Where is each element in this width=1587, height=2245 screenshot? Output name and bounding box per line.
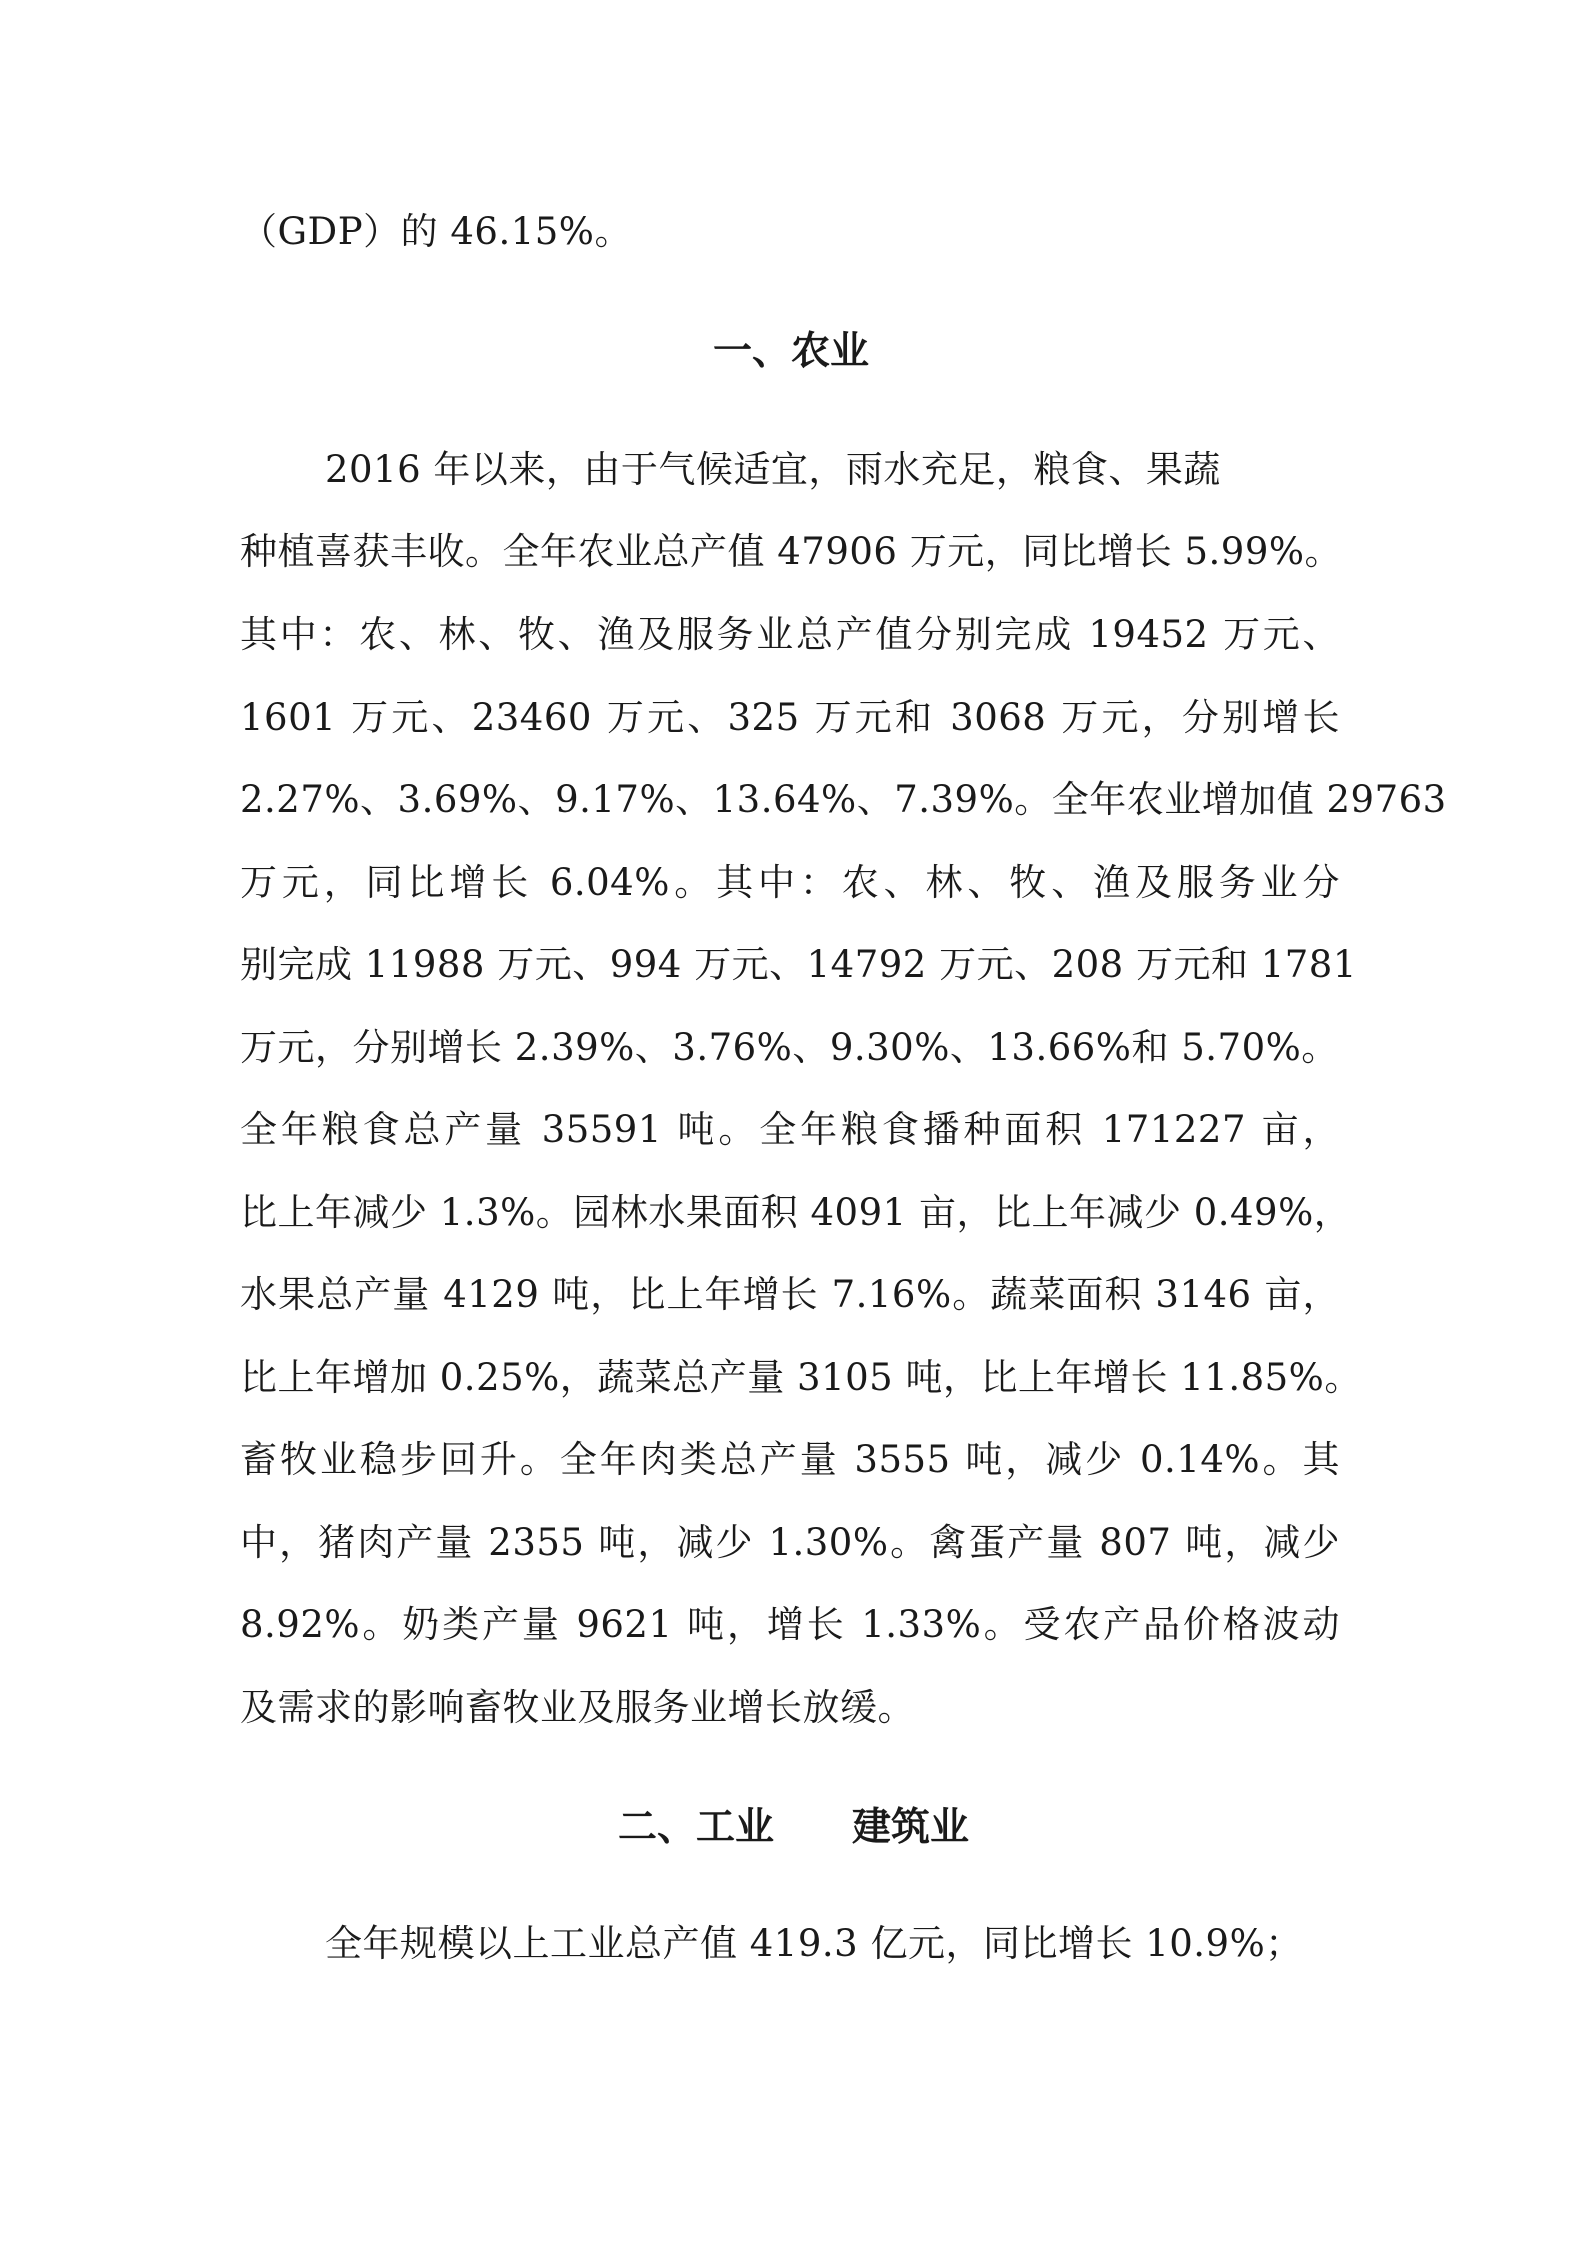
paragraph-line: 全年粮食总产量 35591 吨。全年粮食播种面积 171227 亩，	[240, 1108, 1340, 1151]
paragraph-line: 8.92%。奶类产量 9621 吨，增长 1.33%。受农产品价格波动	[240, 1603, 1340, 1646]
paragraph-line: 万元，分别增长 2.39%、3.76%、9.30%、13.66%和 5.70%。	[240, 1026, 1339, 1069]
paragraph-line: 比上年增加 0.25%，蔬菜总产量 3105 吨，比上年增长 11.85%。	[240, 1356, 1362, 1399]
paragraph-line: 别完成 11988 万元、994 万元、14792 万元、208 万元和 1781	[240, 943, 1357, 986]
paragraph-line: 比上年减少 1.3%。园林水果面积 4091 亩，比上年减少 0.49%，	[240, 1191, 1352, 1234]
paragraph-line: 畜牧业稳步回升。全年肉类总产量 3555 吨，减少 0.14%。其	[240, 1438, 1340, 1481]
paragraph-line: 种植喜获丰收。全年农业总产值 47906 万元，同比增长 5.99%。	[240, 530, 1343, 573]
paragraph-line: 1601 万元、23460 万元、325 万元和 3068 万元，分别增长	[240, 696, 1340, 739]
paragraph-line: 2.27%、3.69%、9.17%、13.64%、7.39%。全年农业增加值 29763	[240, 778, 1447, 821]
section-heading-industry: 二、工业 建筑业	[618, 1804, 970, 1850]
paragraph-line: 水果总产量 4129 吨，比上年增长 7.16%。蔬菜面积 3146 亩，	[240, 1273, 1340, 1316]
paragraph-line: 万元，同比增长 6.04%。其中：农、林、牧、渔及服务业分	[240, 861, 1340, 904]
paragraph-line: 中，猪肉产量 2355 吨，减少 1.30%。禽蛋产量 807 吨，减少	[240, 1521, 1340, 1564]
intro-tail-line: （GDP）的 46.15%。	[240, 210, 632, 253]
paragraph-line: 及需求的影响畜牧业及服务业增长放缓。	[240, 1686, 915, 1729]
paragraph-line: 全年规模以上工业总产值 419.3 亿元，同比增长 10.9%；	[325, 1922, 1303, 1965]
section-heading-agriculture: 一、农业	[713, 328, 870, 374]
paragraph-line: 其中：农、林、牧、渔及服务业总产值分别完成 19452 万元、	[240, 613, 1340, 656]
paragraph-line: 2016 年以来，由于气候适宜，雨水充足，粮食、果蔬	[325, 448, 1221, 491]
